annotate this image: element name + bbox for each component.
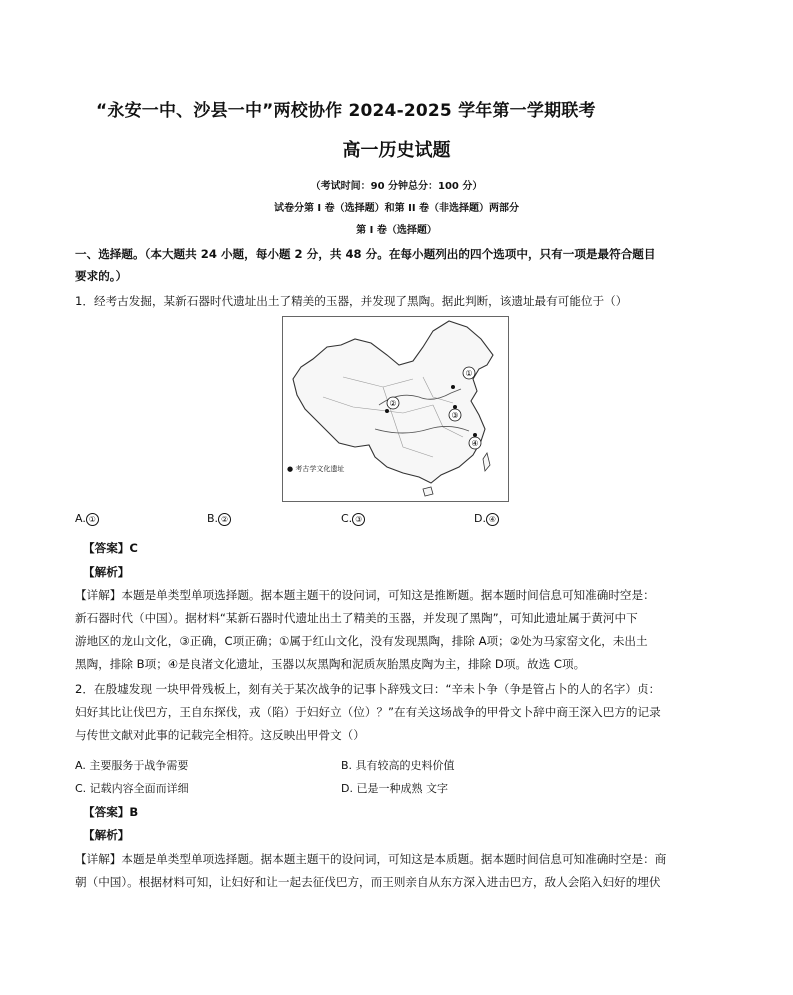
q1-analysis-label: 【解析】 (83, 565, 130, 579)
q2-detail-line2: 朝（中国）。根据材料可知，让妇好和让一起去征伐巴方，而王则亲自从东方深入进击巴方，敌人会陷入妇好的埋伏 (75, 875, 661, 889)
hainan-island (423, 487, 433, 496)
site-1-dot (451, 385, 455, 389)
q2-option-b: B. 具有较高的史料价值 (341, 759, 455, 772)
q1-detail-line2: 新石器时代（中国）。据材料“某新石器时代遗址出土了精美的玉器，并发现了黑陶”，可知此遗址属于黄河中下 (75, 611, 638, 625)
q2-answer: 【答案】B (83, 805, 139, 819)
q2-stem-line2: 妇好其比让伐巴方，王自东探伐，戎（陷）于妇好立（位）？”在有关这场战争的甲骨文卜辞中商王深入巴方的记录 (75, 705, 661, 719)
site-2-dot (385, 409, 389, 413)
q1-option-a: A. ① (75, 512, 99, 526)
marker-3: ③ (451, 411, 459, 420)
section1-heading-line2: 要求的。） (75, 269, 128, 283)
section-label: 第 I 卷（选择题） (356, 225, 437, 236)
marker-1: ① (465, 369, 473, 378)
q2-option-c: C. 记载内容全面而详细 (75, 782, 189, 795)
marker-2: ② (389, 399, 397, 408)
q1-option-c: C. ③ (341, 512, 365, 526)
q1-detail-line1: 【详解】本题是单类型单项选择题。据本题主题干的设问词，可知这是推断题。据本题时间信息可知准确时空是： (75, 588, 655, 602)
map-legend: ● 考古学文化遗址 (287, 465, 345, 473)
china-map-figure (282, 316, 509, 502)
q2-analysis-label: 【解析】 (83, 828, 130, 842)
exam-info: （考试时间：90 分钟总分：100 分） (310, 181, 483, 192)
q1-stem: 1．经考古发掘，某新石器时代遗址出土了精美的玉器，并发现了黑陶。据此判断，该遗址最有可能位于（） (75, 294, 628, 308)
q2-stem-line1: 2．在殷墟发现 一块甲骨残板上，刻有关于某次战争的记事卜辞残文曰：“辛未卜争（争是管占卜的人的名字）贞： (75, 682, 661, 696)
exam-subject-title: 高一历史试题 (342, 140, 451, 161)
q1-answer: 【答案】C (83, 541, 138, 555)
section1-heading-line1: 一、选择题。（本大题共 24 小题，每小题 2 分，共 48 分。在每小题列出的四个选项中，只有一项是最符合题目 (75, 247, 656, 261)
q2-stem-line3: 与传世文献对此事的记载完全相符。这反映出甲骨文（） (75, 728, 365, 742)
q1-option-d: D. ④ (474, 512, 499, 526)
exam-title: “永安一中、沙县一中”两校协作 2024-2025 学年第一学期联考 (96, 101, 596, 121)
q2-option-d: D. 已是一种成熟 文字 (341, 782, 448, 795)
taiwan-island (483, 453, 490, 471)
site-4-dot (473, 433, 477, 437)
marker-4: ④ (471, 439, 479, 448)
q2-detail-line1: 【详解】本题是单类型单项选择题。据本题主题干的设问词，可知这是本质题。据本题时间信息可知准确时空是：商 (75, 852, 667, 866)
q1-detail-line4: 黑陶，排除 B项；④是良渚文化遗址，玉器以灰黑陶和泥质灰胎黑皮陶为主，排除 D项。故选 C项。 (75, 657, 586, 671)
q2-option-a: A. 主要服务于战争需要 (75, 759, 189, 772)
q1-option-b: B. ② (207, 512, 231, 526)
paper-structure: 试卷分第 I 卷（选择题）和第 II 卷（非选择题）两部分 (273, 203, 520, 214)
site-3-dot (453, 405, 457, 409)
q1-detail-line3: 游地区的龙山文化，③正确，C项正确；①属于红山文化，没有发现黑陶，排除 A项；②处为马家窑文化，未出土 (75, 634, 648, 648)
